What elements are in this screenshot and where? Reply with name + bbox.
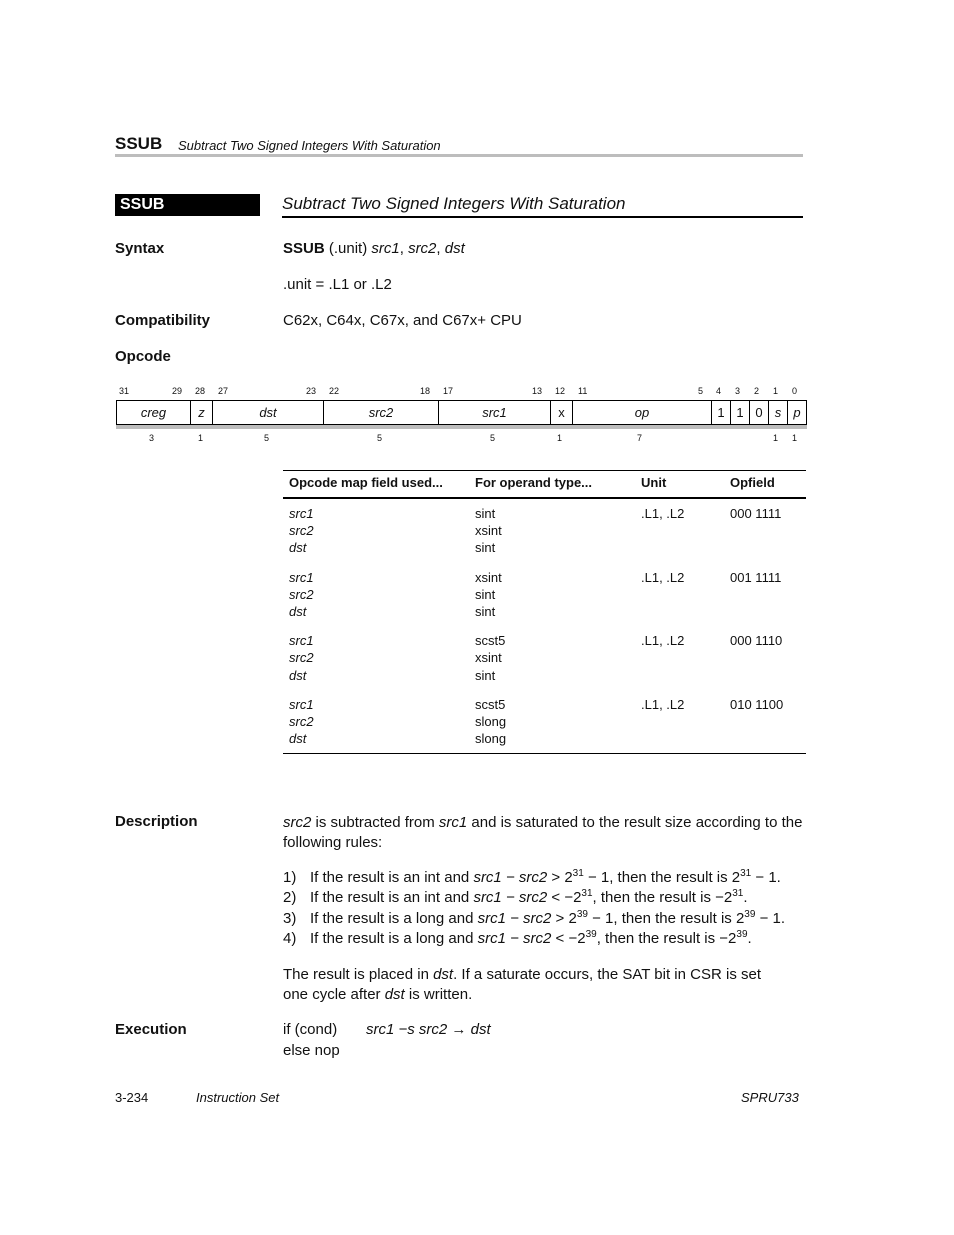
field-width: 1 [792, 433, 798, 443]
text-run: . [743, 889, 748, 907]
field-name: src1 [289, 696, 314, 712]
text-run: If the result is a long and [310, 930, 478, 948]
text-run: one cycle after [283, 986, 385, 1004]
bit-number: 23 [306, 386, 317, 396]
bit-number: 12 [555, 386, 566, 396]
field-cell [283, 620, 469, 684]
opcode-field-bit2: 0 [750, 401, 769, 424]
rule-item [283, 888, 785, 908]
bit-number: 3 [735, 386, 741, 396]
opcode-shade [116, 425, 807, 429]
field-cell [283, 498, 469, 557]
field-width: 5 [377, 433, 383, 443]
text-run: , then the result is −2 [592, 889, 733, 907]
type-cell [469, 684, 635, 754]
bit-number: 31 [119, 386, 130, 396]
text-run: is subtracted from [311, 814, 439, 831]
saturation-rules-list [283, 868, 785, 950]
rule-expression: src1 − src2 [473, 889, 548, 907]
text-run: following rules: [283, 834, 383, 852]
opcode-field-bit3: 1 [731, 401, 750, 424]
footer-doc-id: SPRU733 [741, 1090, 799, 1105]
operand-type: sint [475, 506, 496, 521]
rule-item [283, 868, 785, 888]
opfield-cell: 010 1100 [724, 684, 806, 754]
opcode-field-creg: creg [117, 401, 191, 424]
bit-number: 13 [532, 386, 543, 396]
text-run: If the result is an int and [310, 889, 474, 907]
text-run: − 1, then the result is 2 [587, 909, 745, 927]
text-run: dst [384, 986, 405, 1004]
execution-condition: if (cond) [283, 1021, 338, 1038]
bit-number: 29 [172, 386, 183, 396]
opfield-cell: 000 1111 [730, 506, 782, 521]
running-header-mnemonic: SSUB [115, 134, 163, 153]
field-width: 1 [557, 433, 563, 443]
rule-expression: src1 − src2 [477, 909, 552, 927]
operand-type: scst5 [475, 633, 506, 649]
text-run: src1 [438, 814, 468, 831]
syntax-unit: (.unit) [324, 240, 372, 257]
opcode-field-z: z [191, 401, 213, 424]
operand-type: slong [475, 714, 507, 730]
opcode-field-x: x [551, 401, 573, 424]
text-run: > 2 [551, 909, 577, 927]
text-run: and is saturated to the result size according to the [467, 814, 803, 831]
syntax-dst: dst [444, 240, 465, 257]
rule-item [283, 929, 785, 949]
operand-type: xsint [475, 523, 502, 539]
execution-expression: src1 −s src2 → dst [366, 1021, 491, 1038]
syntax-src1: src1 [371, 240, 400, 257]
execution-else: else nop [283, 1042, 340, 1059]
rule-number: 3) [283, 909, 297, 927]
bit-number: 11 [578, 386, 588, 396]
opfield-cell: 000 1110 [730, 633, 783, 649]
operand-type: scst5 [475, 696, 506, 712]
table-row [283, 557, 806, 621]
field-name: src1 [289, 633, 314, 649]
bit-number: 22 [329, 386, 340, 396]
operand-type: sint [475, 586, 496, 602]
operand-type: xsint [475, 569, 502, 585]
column-header: Opfield [724, 471, 806, 499]
column-header: For operand type... [469, 471, 635, 499]
field-name: dst [289, 604, 307, 620]
opcode-field-bit4: 1 [712, 401, 731, 424]
bit-number: 18 [420, 386, 431, 396]
text-run: − 1, then the result is 2 [583, 869, 741, 886]
syntax-sep: , [399, 240, 409, 257]
text-run: If the result is a long and [310, 909, 478, 927]
field-name: src2 [289, 714, 314, 730]
rule-expression: src1 − src2 [477, 930, 552, 948]
exponent: 39 [576, 908, 588, 920]
syntax-sep: , [436, 240, 445, 257]
field-name: src2 [289, 523, 314, 539]
field-name: src1 [289, 506, 314, 521]
syntax-line [283, 240, 465, 257]
text-run: If the result is an int and [310, 869, 474, 886]
syntax-label: Syntax [115, 240, 165, 257]
text-run: > 2 [547, 869, 573, 886]
field-width: 3 [149, 433, 155, 443]
exponent: 31 [732, 888, 744, 900]
compatibility-label: Compatibility [115, 312, 211, 329]
exponent: 31 [740, 868, 752, 879]
exponent: 39 [736, 929, 748, 941]
unit-cell: .L1, .L2 [641, 506, 685, 521]
text-run: src2 [283, 814, 312, 831]
text-run: < −2 [551, 930, 586, 948]
opcode-label: Opcode [115, 348, 171, 365]
opcode-field-p: p [793, 405, 801, 420]
syntax-src2: src2 [408, 240, 437, 257]
type-cell [469, 620, 635, 684]
execution-label: Execution [115, 1021, 187, 1038]
bit-number: 27 [218, 386, 229, 396]
description-paragraph-2 [283, 965, 805, 1006]
field-width: 1 [773, 433, 779, 443]
table-header-row [283, 471, 806, 499]
column-header-text: Unit [641, 475, 667, 490]
unit-cell: .L1, .L2 [635, 684, 724, 754]
table-row [283, 498, 806, 557]
unit-cell: .L1, .L2 [641, 633, 685, 649]
operand-type: sint [475, 667, 496, 683]
operand-type: xsint [475, 650, 502, 666]
running-header-title: Subtract Two Signed Integers With Saturation [178, 138, 441, 153]
bit-number: 4 [716, 386, 722, 396]
field-name: src2 [289, 586, 314, 602]
description-paragraph-1 [283, 813, 805, 854]
opcode-field-op: op [573, 401, 712, 424]
unit-cell: .L1, .L2 [641, 569, 685, 585]
instruction-mnemonic-badge: SSUB [115, 194, 260, 216]
text-run: < −2 [547, 889, 582, 907]
bit-number: 5 [698, 386, 704, 396]
opcode-field-src1: src1 [439, 401, 551, 424]
field-width: 5 [490, 433, 496, 443]
field-cell [283, 684, 469, 754]
text-run: is written. [404, 986, 473, 1004]
field-name: dst [289, 667, 307, 683]
text-run: , then the result is −2 [596, 930, 737, 948]
opcode-map-table [283, 470, 806, 754]
text-run: . If a saturate occurs, the SAT bit in CSR is set [453, 966, 761, 983]
exponent: 39 [744, 908, 756, 920]
type-cell [469, 498, 635, 557]
bit-number: 1 [773, 386, 779, 396]
compatibility-text: C62x, C64x, C67x, and C67x+ CPU [283, 312, 522, 329]
opcode-field-s: s [769, 401, 788, 424]
description-label: Description [115, 813, 198, 830]
bit-number: 17 [443, 386, 454, 396]
type-cell [469, 557, 635, 621]
bit-number: 28 [195, 386, 206, 396]
syntax-mnemonic: SSUB [283, 240, 325, 257]
opcode-field-src2: src2 [324, 401, 439, 424]
field-name: dst [289, 540, 307, 556]
column-header [635, 471, 724, 499]
field-name: src1 [289, 569, 314, 585]
opcode-field-diagram [116, 400, 807, 425]
title-rule [282, 216, 803, 218]
exponent: 31 [581, 888, 593, 900]
rule-number: 4) [283, 930, 297, 948]
column-header: Opcode map field used... [283, 471, 469, 499]
operand-type: sint [475, 540, 496, 556]
running-header-rule [115, 154, 803, 157]
opcode-field-dst: dst [213, 401, 324, 424]
rule-item [283, 909, 785, 929]
text-run: − 1. [751, 869, 781, 886]
text-run: − 1. [755, 909, 786, 927]
instruction-title: Subtract Two Signed Integers With Saturation [282, 194, 626, 213]
exponent: 31 [572, 868, 584, 879]
text-run: dst [433, 966, 454, 983]
rule-expression: src1 − src2 [473, 869, 548, 886]
field-width: 7 [637, 433, 643, 443]
bit-number: 2 [754, 386, 760, 396]
rule-number: 2) [283, 889, 297, 907]
field-width: 5 [264, 433, 270, 443]
text-run: The result is placed in [283, 966, 434, 983]
page-number: 3-234 [115, 1090, 149, 1105]
exponent: 39 [585, 929, 597, 941]
bit-number: 0 [792, 386, 798, 396]
operand-type: sint [475, 604, 496, 620]
table-row [283, 684, 806, 754]
field-width: 1 [198, 433, 204, 443]
opfield-cell: 001 1111 [730, 569, 782, 585]
rule-number: 1) [283, 869, 297, 886]
footer-section: Instruction Set [196, 1090, 280, 1105]
table-row [283, 620, 806, 684]
text-run: . [747, 930, 752, 948]
syntax-unit-line: .unit = .L1 or .L2 [283, 276, 392, 293]
field-name: dst [289, 731, 307, 747]
field-name: src2 [289, 650, 314, 666]
field-cell [283, 557, 469, 621]
operand-type: slong [475, 731, 507, 747]
